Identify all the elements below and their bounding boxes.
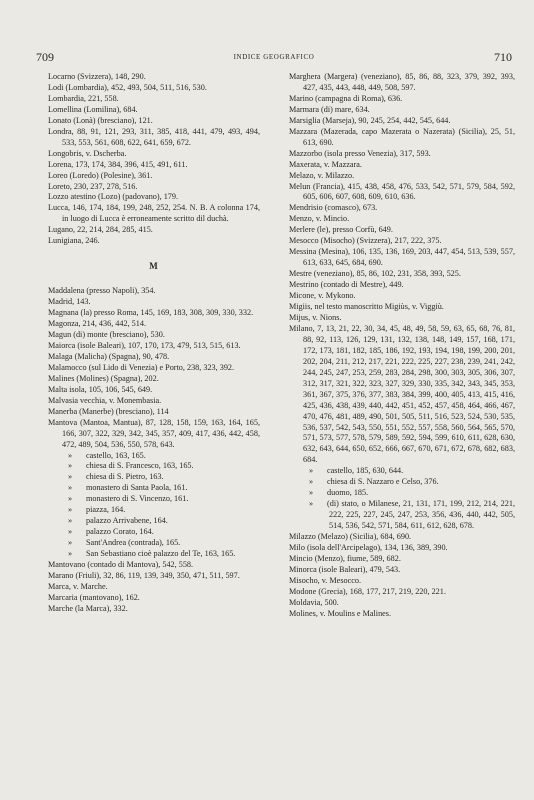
index-entry: Malaga (Malicha) (Spagna), 90, 478.: [48, 351, 170, 361]
index-subentry: [48, 527, 260, 538]
index-entry: Melazo, v. Milazzo.: [289, 170, 355, 180]
index-subentry: [48, 549, 260, 560]
index-subentry: [48, 505, 260, 516]
subentry-text: palazzo Arrivabene, 164.: [86, 516, 168, 526]
subentry-marker: »: [68, 538, 73, 548]
index-entry: Merlere (le), presso Corfù, 649.: [289, 225, 393, 235]
subentry-marker: »: [309, 488, 314, 498]
index-subentry: [48, 461, 260, 472]
index-entry: Modone (Grecia), 168, 177, 217, 219, 220, 221.: [289, 586, 446, 596]
index-subentry: [48, 472, 260, 483]
index-entry: Loreo (Loredo) (Polesine), 361.: [48, 170, 153, 180]
index-subentry: [289, 499, 515, 532]
index-entry: Milo (isola dell'Arcipelago), 134, 136, 389, 390.: [289, 542, 448, 552]
subentry-marker: »: [68, 516, 73, 526]
index-entry: Maiorca (isole Baleari), 107, 170, 173, 479, 513, 515, 613.: [48, 340, 241, 350]
subentry-text: duomo, 185.: [327, 488, 369, 498]
subentry-text: monastero di Santa Paola, 161.: [86, 483, 188, 493]
page-header: [36, 50, 512, 68]
index-entry: Mazzara (Mazerada, capo Mazerata o Nazerata) (Sicilia), 25, 51, 613, 690.: [289, 126, 515, 147]
index-entry: Lucca, 146, 174, 184, 199, 248, 252, 254. N. B. A colonna 174, in luogo di Lucca è erroneamente scritto dil duchà.: [48, 203, 260, 224]
index-entry: Lombardia, 221, 558.: [48, 93, 119, 103]
index-entry: Milazzo (Melazo) (Sicilia), 684, 690.: [289, 532, 412, 542]
index-entry: Migiis, nel testo manoscritto Migiùs, v. Viggiù.: [289, 302, 444, 312]
subentry-text: monastero di S. Vincenzo, 161.: [86, 494, 189, 504]
page-number-left: 709: [36, 50, 54, 64]
index-entry: Menzo, v. Mincio.: [289, 214, 350, 224]
index-entry: Marche (la Marca), 332.: [48, 603, 128, 613]
index-entry: Londra, 88, 91, 121, 293, 311, 385, 418, 441, 479, 493, 494, 533, 553, 561, 608, 622, 641, 659, 672.: [48, 126, 260, 147]
index-entry: Marcaria (mantovano), 162.: [48, 592, 140, 602]
index-entry: Misocho, v. Mesocco.: [289, 575, 362, 585]
index-entry: Messina (Mesina), 106, 135, 136, 169, 203, 447, 454, 513, 539, 557, 613, 633, 645, 684, 690.: [289, 247, 515, 268]
index-subentry: [289, 488, 515, 499]
subentry-text: Sant'Andrea (contrada), 165.: [86, 538, 181, 548]
left-column: [48, 72, 260, 615]
subentry-marker: »: [309, 466, 314, 476]
subentry-text: San Sebastiano cioè palazzo del Te, 163, 165.: [86, 549, 236, 559]
running-title: INDICE GEOGRAFICO: [233, 53, 315, 61]
subentry-text: castello, 163, 165.: [86, 450, 146, 460]
index-entry: Marghera (Margera) (veneziano), 85, 86, 88, 323, 379, 392, 393, 427, 435, 443, 448, 449, 508, 597.: [289, 72, 515, 92]
index-entry: Lunigiana, 246.: [48, 236, 100, 246]
index-entry: Magnana (la) presso Roma, 145, 169, 183, 308, 309, 330, 332.: [48, 308, 254, 318]
index-entry: Lorena, 173, 174, 384, 396, 415, 491, 611.: [48, 159, 188, 169]
index-entry: Lozzo atestino (Lozo) (padovano), 179.: [48, 192, 179, 202]
index-entry: Marsiglia (Marseja), 90, 245, 254, 442, 545, 644.: [289, 115, 451, 125]
subentry-text: piazza, 164.: [86, 505, 126, 515]
subentry-text: chiesa di S. Francesco, 163, 165.: [86, 461, 194, 471]
subentry-text: chiesa di S. Nazzaro e Celso, 376.: [327, 477, 439, 487]
index-entry: Malvasia vecchia, v. Monembasia.: [48, 395, 162, 405]
subentry-text: castello, 185, 630, 644.: [327, 466, 404, 476]
index-entry: Maxerata, v. Mazzara.: [289, 159, 362, 169]
index-entry: Mantovano (contado di Mantova), 542, 558.: [48, 560, 194, 570]
subentry-marker: »: [309, 477, 314, 487]
subentry-marker: »: [68, 461, 73, 471]
index-entry: Marca, v. Marche.: [48, 581, 108, 591]
index-entry: Moldavia, 500.: [289, 597, 339, 607]
index-entry: Locarno (Svizzera), 148, 290.: [48, 72, 146, 81]
index-subentry: [48, 516, 260, 527]
index-entry: Milano, 7, 13, 21, 22, 30, 34, 45, 48, 49, 58, 59, 63, 65, 68, 76, 81, 88, 92, 113, 126, 129, 131, 132, 138, 148, 149, 157, 168, 171, 172, 173, 181, 182, 185, 186, 192, 193, 194, 198, 199, 200, 201, 202, 204, 211, 212, 217, 221, 222, 225, 227, 238, 239, 241, 242, 244, 245, 247, 253, 259, 283, 284, 298, 300, 303, 305, 306, 307, 312, 317, 321, 322, 323, 327, 329, 330, 335, 342, 343, 345, 353, 361, 367, 375, 376, 377, 383, 384, 399, 400, 405, 413, 415, 416, 425, 436, 438, 439, 440, 442, 451, 452, 457, 458, 464, 466, 467, 470, 476, 481, 489, 490, 501, 505, 511, 516, 523, 524, 530, 535, 536, 537, 542, 543, 550, 551, 552, 557, 558, 560, 564, 565, 570, 571, 573, 577, 578, 579, 589, 592, 594, 599, 610, 611, 628, 630, 632, 643, 644, 650, 652, 666, 667, 670, 671, 672, 678, 682, 683, 684.: [289, 323, 515, 465]
index-subentry: [289, 477, 515, 488]
index-entry: Lodi (Lombardia), 452, 493, 504, 511, 516, 530.: [48, 82, 207, 92]
index-entry: Lonato (Lonà) (bresciano), 121.: [48, 115, 153, 125]
index-entry: Manerba (Manerbe) (bresciano), 114: [48, 406, 169, 416]
index-entry: Longobris, v. Dscherba.: [48, 148, 127, 158]
index-entry: Molines, v. Moulins e Malines.: [289, 608, 392, 618]
index-entry: Lomellina (Lomilina), 684.: [48, 104, 138, 114]
right-column: [289, 72, 515, 620]
index-entry: Malta isola, 105, 106, 545, 649.: [48, 384, 153, 394]
index-subentry: [289, 466, 515, 477]
index-entry: Mendrisio (comasco), 673.: [289, 203, 378, 213]
subentry-marker: »: [68, 505, 73, 515]
subentry-marker: »: [68, 549, 73, 559]
subentry-marker: »: [68, 527, 73, 537]
index-entry: Minorca (isole Baleari), 479, 543.: [289, 564, 401, 574]
section-letter: M: [149, 261, 159, 272]
subentry-marker: »: [68, 483, 73, 493]
index-entry: Micone, v. Mykono.: [289, 291, 356, 301]
index-entry: Mestre (veneziano), 85, 86, 102, 231, 358, 393, 525.: [289, 269, 461, 279]
index-subentry: [48, 494, 260, 505]
subentry-text: (di) stato, o Milanese, 21, 131, 171, 199, 212, 214, 221, 222, 225, 227, 245, 247, 253, 356, 436, 440, 442, 505, 514, 536, 542, 571, 584, 611, 612, 628, 678.: [327, 499, 515, 531]
subentry-text: palazzo Corato, 164.: [86, 527, 154, 537]
subentry-marker: »: [68, 450, 73, 460]
index-entry: Marino (campagna di Roma), 636.: [289, 93, 403, 103]
index-entry: Mestrino (contado di Mestre), 449.: [289, 280, 404, 290]
index-entry: Mincio (Menzo), fiume, 589, 682.: [289, 553, 401, 563]
index-subentry: [48, 451, 260, 462]
index-entry: Mesocco (Misocho) (Svizzera), 217, 222, 375.: [289, 236, 442, 246]
index-entry: Malines (Molines) (Spagna), 202.: [48, 373, 159, 383]
index-entry: Mazzorbo (isola presso Venezia), 317, 593.: [289, 148, 431, 158]
index-entry: Marano (Friuli), 32, 86, 119, 139, 349, 350, 471, 511, 597.: [48, 570, 240, 580]
index-entry: Lugano, 22, 214, 284, 285, 415.: [48, 225, 153, 235]
subentry-marker: »: [68, 472, 73, 482]
index-entry: Melun (Francia), 415, 438, 458, 476, 533, 542, 571, 579, 584, 592, 605, 606, 607, 608, 609, 610, 636.: [289, 181, 515, 202]
index-entry: Marmara (di) mare, 634.: [289, 104, 370, 114]
index-entry: Madrid, 143.: [48, 297, 91, 307]
subentry-text: chiesa di S. Pietro, 163.: [86, 472, 164, 482]
index-entry: Magonza, 214, 436, 442, 514.: [48, 319, 147, 329]
index-entry: Maddalena (presso Napoli), 354.: [48, 286, 156, 296]
index-subentry: [48, 483, 260, 494]
index-entry: Malamocco (sul Lido di Venezia) e Porto, 238, 323, 392.: [48, 362, 235, 372]
index-entry: Magun (di) monte (bresciano), 530.: [48, 330, 165, 340]
index-subentry: [48, 538, 260, 549]
subentry-marker: »: [68, 494, 73, 504]
page-number-right: 710: [494, 50, 512, 64]
index-entry: Loreto, 230, 237, 278, 516.: [48, 181, 138, 191]
index-entry: Mijus, v. Nions.: [289, 312, 342, 322]
subentry-marker: »: [309, 499, 314, 509]
index-entry: Mantova (Mantoa, Mantua), 87, 128, 158, 159, 163, 164, 165, 166, 307, 322, 329, 342, 345, 357, 409, 417, 436, 442, 458, 472, 489, 504, 536, 550, 578, 643.: [48, 417, 260, 449]
